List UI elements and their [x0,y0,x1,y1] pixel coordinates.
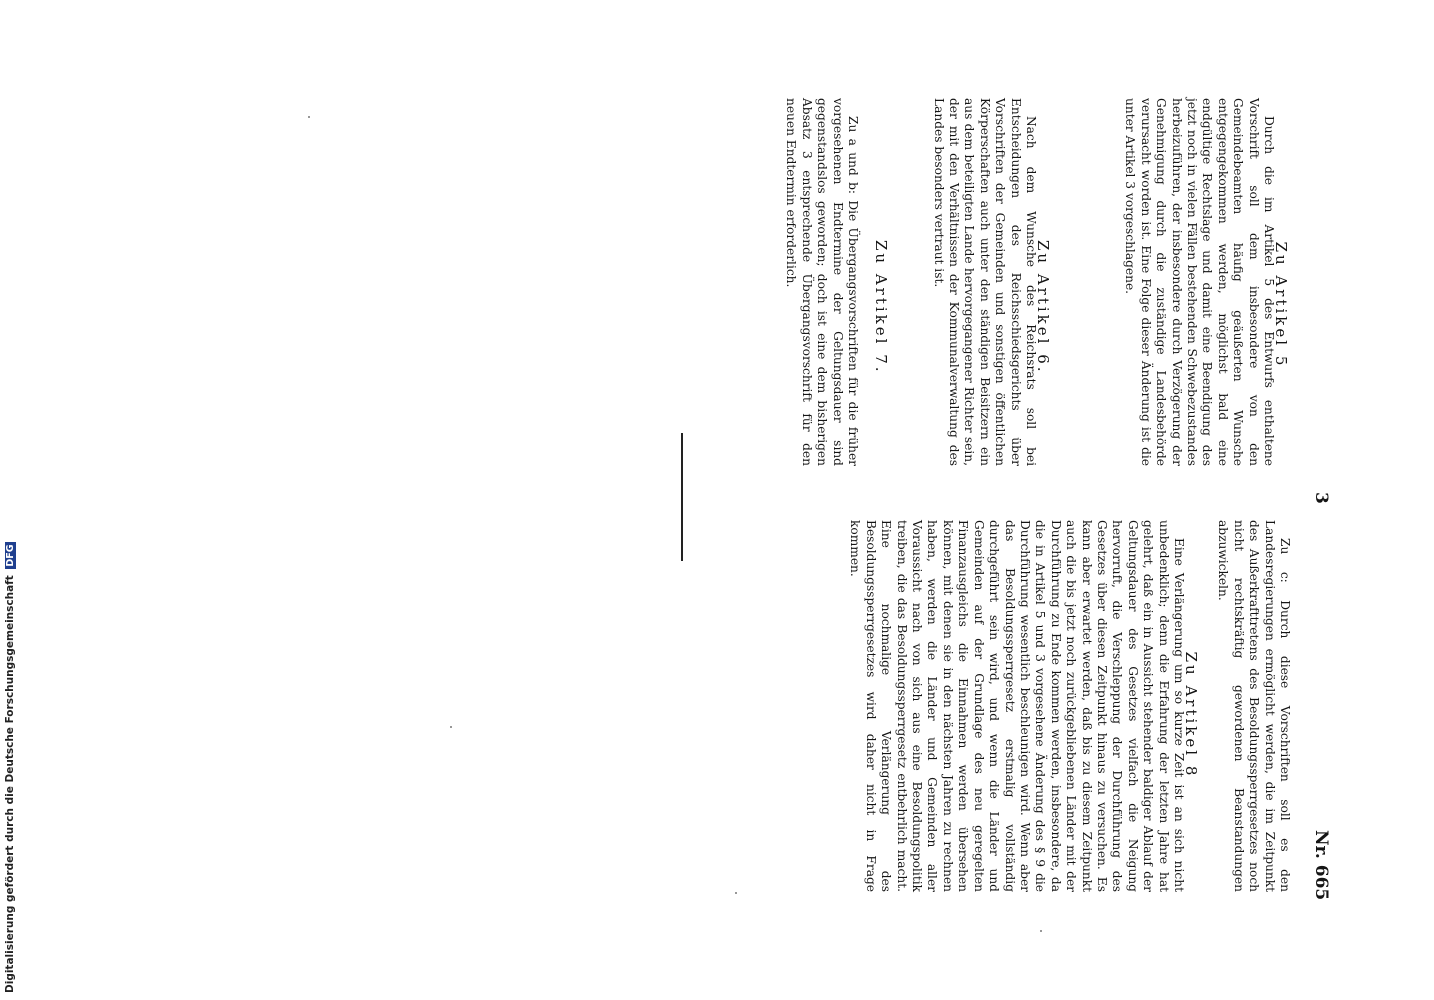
scan-speck [735,892,737,894]
heading-artikel-6: Zu Artikel 6. [1034,240,1052,375]
scan-speck [308,116,310,118]
scan-speck [450,726,452,728]
paragraph-zu-c-text: Zu c: Durch diese Vorschriften soll es den Landesregierungen ermöglicht werden, die im Zeitpunkt des Außerkrafttretens des Besoldungssperrgesetzes noch nicht rechtskräftig gewordenen Beanstandungen abzuwickeln. [1216,520,1292,892]
heading-artikel-8: Zu Artikel 8 [1182,651,1200,779]
digitization-credit-text: Digitalisierung gefördert durch die Deutsche Forschungsgemeinschaft [4,575,16,993]
paragraph-artikel-5 [1122,98,1276,466]
paragraph-artikel-7-text: Zu a und b: Die Übergangsvorschriften für die früher vorgesehenen Endtermine der Geltungsdauer sind gegenstandslos geworden; doch ist eine dem bisherigen Absatz 3 entsprechende Übergangsvorschrift für den neuen Endtermin erforderlich. [784,98,860,466]
heading-artikel-5: Zu Artikel 5 [1272,241,1290,369]
document-number: Nr. 665 [1311,830,1331,901]
paragraph-artikel-7 [783,98,860,466]
page-number: 3 [1311,492,1331,504]
paragraph-artikel-5-text: Durch die im Artikel 5 des Entwurfs enthaltene Vorschrift soll dem insbesondere von den Gemeindebeamten häufig geäußerten Wunsche entgegengekommen werden, möglichst bald eine endgültige Rechtslage und damit eine Beendigung des jetzt noch in vielen Fällen bestehenden Schwebezustandes herbeizuführen, der insbesondere durch Verzögerung der Genehmigung durch die zuständige Landesbehörde verursacht worden ist. Eine Folge dieser Änderung ist die unter Artikel 3 vorgeschlagene. [1123,98,1276,466]
paragraph-zu-c [1215,520,1292,892]
end-rule [681,433,683,561]
scan-speck [1040,930,1042,932]
dfg-logo: DFG [5,544,16,567]
digitization-credit [4,542,16,993]
paragraph-artikel-6-text: Nach dem Wunsche des Reichsrats soll bei Entscheidungen des Reichsschiedsgerichts über Vorschriften der Gemeinden und sonstigen öffentlichen Körperschaften auch unter den ständigen Beisitzern ein aus dem beteiligten Lande hervorgegangener Richter sein, der mit den Verhältnissen der Kommunalverwaltung des Landes besonders vertraut ist. [931,98,1038,466]
paragraph-artikel-6 [930,98,1038,466]
heading-artikel-7: Zu Artikel 7. [872,240,890,375]
paragraph-artikel-8-text: Eine Verlängerung um so kurze Zeit ist an sich nicht unbedenklich; denn die Erfahrung der letzten Jahre hat gelehrt, daß ein in Aussicht stehender baldiger Ablauf der Geltungsdauer des Gesetzes vielfach die Neigung hervorruft, die Verschleppung der Durchführung des Gesetzes über diesen Zeitpunkt hinaus zu versuchen. Es kann aber erwartet werden, daß bis zu diesem Zeitpunkt auch die bis jetzt noch zurückgebliebenen Länder mit der Durchführung zu Ende kommen werden, insbesondere, da die in Artikel 5 und 3 vorgesehene Änderung des § 9 die Durchführung wesentlich beschleunigen wird. Wenn aber das Besoldungssperrgesetz erstmalig vollständig durchgeführt sein wird, und wenn die Länder und Gemeinden auf der Grundlage des neu geregelten Finanzausgleichs die Einnahmen werden übersehen können, mit denen sie in den nächsten Jahren zu rechnen haben, werden die Länder und Gemeinden aller Voraussicht nach von sich aus eine Besoldungspolitik treiben, die das Besoldungssperrgesetz entbehrlich macht. Eine nochmalige Verlängerung des Besoldungssperrgesetzes wird daher nicht in Frage kommen. [848,520,1186,892]
paragraph-artikel-8 [847,520,1186,892]
